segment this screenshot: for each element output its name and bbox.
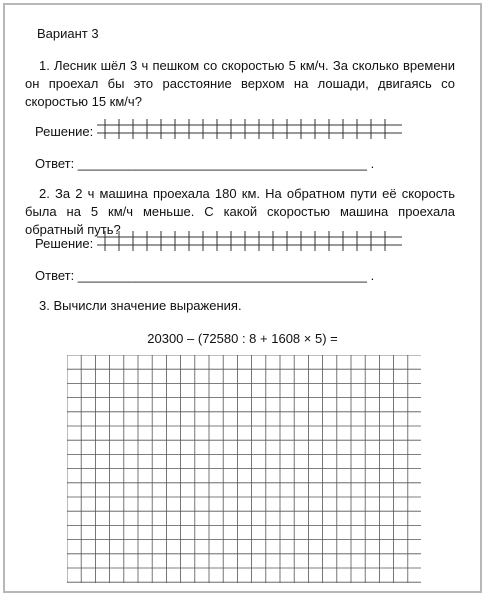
task-3-text: 3. Вычисли значение выражения. [39,298,242,313]
expression: 20300 – (72580 : 8 + 1608 × 5) = [147,331,338,346]
task-2-solution-ladder[interactable] [97,229,402,255]
task-1-solution-ladder[interactable] [97,117,402,143]
task-1-answer-line[interactable]: Ответ: ________________________________________ . [35,156,375,171]
task-2-text: 2. За 2 ч машина проехала 180 км. На обратном пути её скорость была на 5 км/ч меньше. С какой скоростью машина проехала обратный путь? [25,186,455,237]
task-1-text: 1. Лесник шёл 3 ч пешком со скоростью 5 км/ч. За сколько времени он проехал бы это расстояние верхом на лошади, двигаясь со скоростью 15 км/ч? [25,58,455,109]
grid-area[interactable] [67,355,421,583]
task-2-answer-line[interactable]: Ответ: ________________________________________ . [35,268,375,283]
variant-title: Вариант 3 [37,26,99,41]
task-1-solution-label: Решение: [35,124,94,139]
task-2-solution-label: Решение: [35,236,94,251]
worksheet-page [3,3,482,593]
